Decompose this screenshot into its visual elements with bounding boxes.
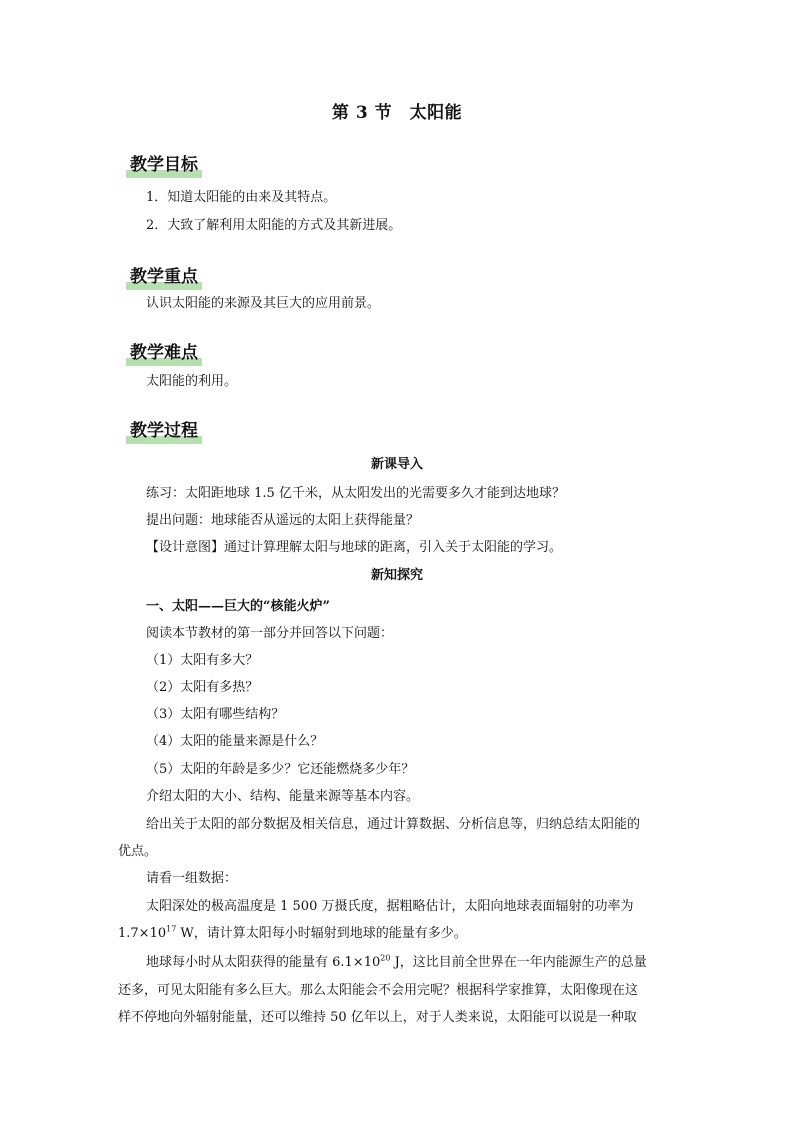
section-heading-objectives: 教学目标 bbox=[126, 150, 202, 178]
paragraph-3-line-3: 样不停地向外辐射能量，还可以维持 50 亿年以上，对于人类来说，太阳能可以说是一种取 bbox=[118, 1010, 637, 1025]
explore-heading: 新知探究 bbox=[370, 568, 423, 583]
paragraph-1-line-2: 优点。 bbox=[118, 844, 158, 859]
reading-prompt: 阅读本节教材的第一部分并回答以下问题： bbox=[146, 626, 394, 641]
paragraph-2-line-1: 太阳深处的极高温度是 1 500 万摄氏度，据粗略估计，太阳向地球表面辐射的功率为 bbox=[146, 899, 634, 914]
section-heading-process: 教学过程 bbox=[126, 416, 202, 444]
section-heading-difficulties: 教学难点 bbox=[126, 338, 202, 366]
summary-text: 介绍太阳的大小、结构、能量来源等基本内容。 bbox=[146, 789, 420, 804]
paragraph-3-line-1-text: J，这比目前全世界在一年内能源生产的总量 bbox=[390, 955, 647, 970]
question-5: （5）太阳的年龄是多少？它还能燃烧多少年？ bbox=[146, 762, 415, 777]
intro-line-1: 练习：太阳距地球 1.5 亿千米，从太阳发出的光需要多久才能到达地球？ bbox=[146, 486, 565, 501]
page-title: 第 3 节 太阳能 bbox=[331, 103, 463, 123]
energy-value: 地球每小时从太阳获得的能量有 6.1×10 bbox=[146, 955, 381, 970]
intro-heading: 新课导入 bbox=[370, 457, 423, 472]
paragraph-3-line-2: 还多，可见太阳能有多么巨大。那么太阳能会不会用完呢？根据科学家推算，太阳像现在这 bbox=[118, 983, 639, 998]
question-3: （3）太阳有哪些结构？ bbox=[146, 707, 285, 722]
question-1: （1）太阳有多大？ bbox=[146, 653, 259, 668]
paragraph-2-line-2-text: W，请计算太阳每小时辐射到地球的能量有多少。 bbox=[176, 926, 467, 941]
paragraph-2-line-2 bbox=[118, 924, 467, 944]
paragraph-1-line-1: 给出关于太阳的部分数据及相关信息，通过计算数据、分析信息等，归纳总结太阳能的 bbox=[146, 817, 641, 832]
objective-item-1: 1．知道太阳能的由来及其特点。 bbox=[146, 190, 337, 205]
intro-line-2: 提出问题：地球能否从遥远的太阳上获得能量？ bbox=[146, 513, 420, 528]
objective-item-2: 2．大致了解利用太阳能的方式及其新进展。 bbox=[146, 218, 402, 233]
key-points-text: 认识太阳能的来源及其巨大的应用前景。 bbox=[146, 296, 381, 311]
power-value: 1.7×10 bbox=[118, 926, 167, 941]
paragraph-3-line-1 bbox=[146, 953, 647, 973]
section-heading-key-points: 教学重点 bbox=[126, 262, 202, 290]
energy-exponent: 20 bbox=[380, 953, 391, 963]
intro-line-3: 【设计意图】通过计算理解太阳与地球的距离，引入关于太阳能的学习。 bbox=[146, 540, 563, 555]
data-prompt: 请看一组数据： bbox=[146, 871, 238, 886]
question-2: （2）太阳有多热？ bbox=[146, 680, 259, 695]
power-exponent: 17 bbox=[166, 924, 177, 934]
sub-heading: 一、太阳——巨大的“核能火炉” bbox=[146, 599, 330, 614]
difficulties-text: 太阳能的利用。 bbox=[146, 374, 238, 389]
question-4: （4）太阳的能量来源是什么？ bbox=[146, 734, 324, 749]
